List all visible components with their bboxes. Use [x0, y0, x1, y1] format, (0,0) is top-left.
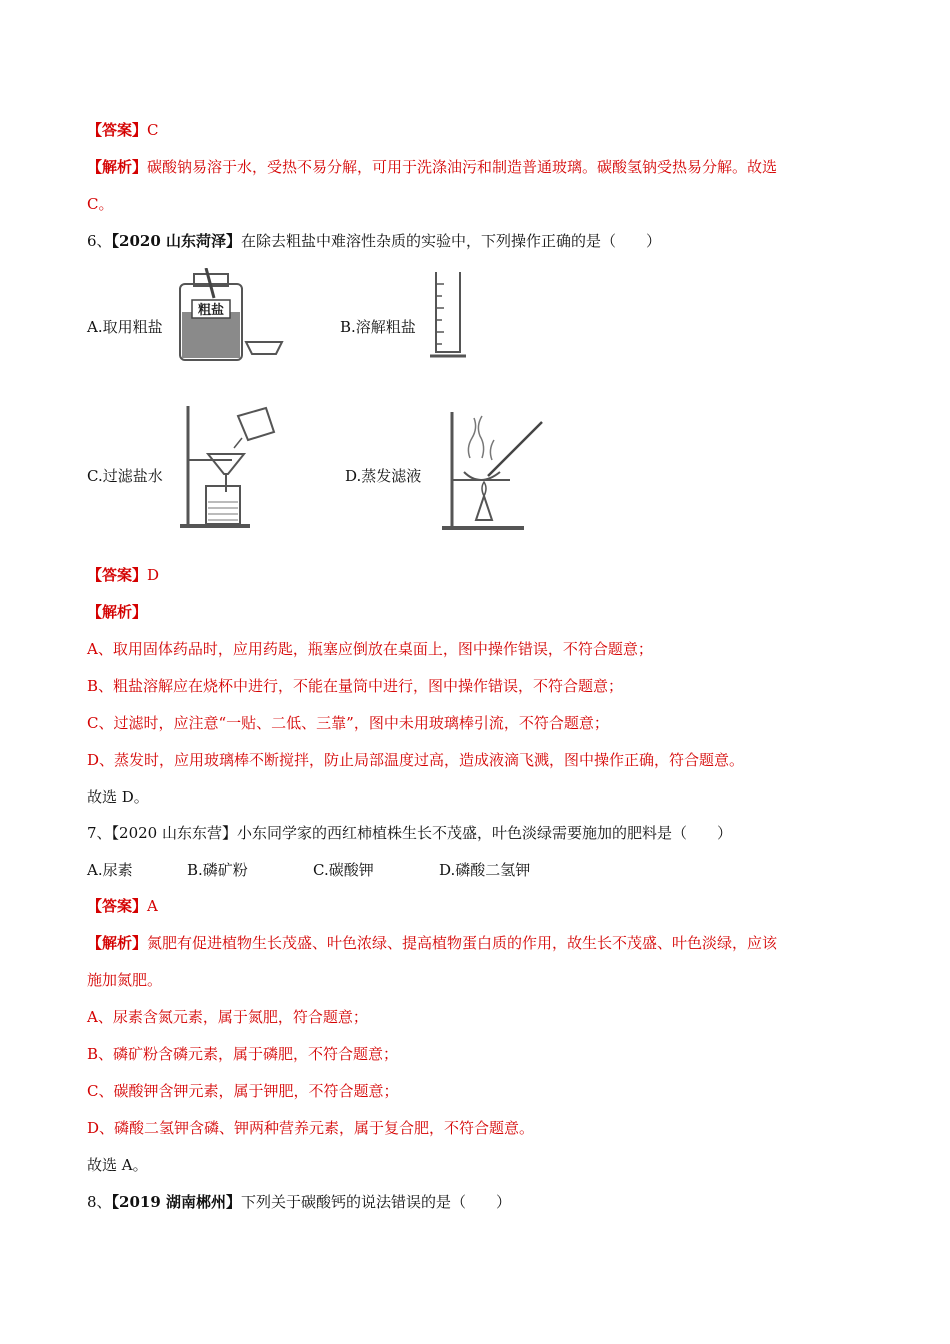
- q7-option-a: A.尿素: [87, 861, 133, 879]
- q7-answer: [87, 896, 158, 916]
- q7-answer-value: A: [147, 897, 158, 915]
- graduated-cylinder-illustration: [428, 268, 468, 362]
- q6-number: 6、: [87, 232, 112, 250]
- q6-option-c: C.过滤盐水: [87, 467, 163, 485]
- q6-answer: [87, 565, 159, 585]
- q5-analysis-cont: C。: [87, 195, 114, 213]
- evaporation-apparatus-illustration: [430, 408, 548, 532]
- q7-analysis-c: C、碳酸钾含钾元素，属于钾肥，不符合题意；: [87, 1082, 399, 1100]
- q6-option-d: D.蒸发滤液: [345, 467, 422, 485]
- q7-stem: [87, 823, 732, 843]
- q6-conclusion: 故选 D。: [87, 788, 149, 806]
- q7-option-d: D.磷酸二氢钾: [439, 861, 531, 879]
- q5-analysis-tag: 【解析】: [87, 158, 148, 176]
- filtration-apparatus-illustration: [180, 402, 282, 532]
- q7-analysis-cont: 施加氮肥。: [87, 971, 163, 989]
- q5-answer-value: C: [147, 121, 159, 139]
- q6-figure-b: [428, 268, 468, 362]
- q7-conclusion: 故选 A。: [87, 1156, 148, 1174]
- q7-analysis-b: B、磷矿粉含磷元素，属于磷肥，不符合题意；: [87, 1045, 399, 1063]
- q5-analysis-text: 碳酸钠易溶于水，受热不易分解，可用于洗涤油污和制造普通玻璃。碳酸氢钠受热易分解。故选: [147, 158, 778, 176]
- q6-option-a: A.取用粗盐: [87, 318, 163, 336]
- q6-figure-d: [430, 408, 548, 532]
- q7-source: 【2020 山东东营】: [111, 824, 237, 842]
- q6-analysis-b: B、粗盐溶解应在烧杯中进行，不能在量筒中进行，图中操作错误，不符合题意；: [87, 677, 624, 695]
- q7-option-c: C.碳酸钾: [313, 861, 374, 879]
- q8-source: 【2019 湖南郴州】: [111, 1193, 242, 1211]
- q8-stem-text: 下列关于碳酸钙的说法错误的是（ ）: [241, 1193, 512, 1211]
- q6-analysis-d: D、蒸发时，应用玻璃棒不断搅拌，防止局部温度过高，造成液滴飞溅，图中操作正确，符合题意。: [87, 751, 745, 769]
- q5-answer-tag: 【答案】: [87, 121, 148, 139]
- jar-label: 粗盐: [197, 303, 225, 318]
- q6-answer-tag: 【答案】: [87, 566, 148, 584]
- q6-stem-text: 在除去粗盐中难溶性杂质的实验中，下列操作正确的是（ ）: [241, 232, 662, 250]
- q6-option-b: B.溶解粗盐: [340, 318, 416, 336]
- q8-number: 8、: [87, 1193, 112, 1211]
- salt-jar-illustration: [176, 268, 284, 362]
- q5-answer: [87, 120, 159, 140]
- q7-option-b: B.磷矿粉: [187, 861, 248, 879]
- q6-stem: [87, 231, 661, 251]
- q6-analysis-c: C、过滤时，应注意“一贴、二低、三靠”，图中未用玻璃棒引流，不符合题意；: [87, 714, 609, 732]
- q6-answer-value: D: [147, 566, 160, 584]
- q7-analysis-d: D、磷酸二氢钾含磷、钾两种营养元素，属于复合肥，不符合题意。: [87, 1119, 535, 1137]
- q7-analysis-a: A、尿素含氮元素，属于氮肥，符合题意；: [87, 1008, 368, 1026]
- q6-figure-c: [180, 402, 282, 532]
- q5-analysis: [87, 157, 777, 177]
- q7-answer-tag: 【答案】: [87, 897, 148, 915]
- q7-stem-text: 小东同学家的西红柿植株生长不茂盛，叶色淡绿需要施加的肥料是（ ）: [237, 824, 733, 842]
- q6-analysis-a: A、取用固体药品时，应用药匙，瓶塞应倒放在桌面上，图中操作错误，不符合题意；: [87, 640, 653, 658]
- q6-analysis-tag: 【解析】: [87, 603, 148, 621]
- q7-number: 7、: [87, 824, 112, 842]
- q7-analysis-text: 氮肥有促进植物生长茂盛、叶色浓绿、提高植物蛋白质的作用，故生长不茂盛、叶色淡绿，应该: [147, 934, 778, 952]
- q8-stem: [87, 1192, 511, 1212]
- q6-source: 【2020 山东菏泽】: [111, 232, 242, 250]
- q6-figure-a: [176, 268, 284, 362]
- q7-analysis: [87, 933, 777, 953]
- q7-analysis-tag: 【解析】: [87, 934, 148, 952]
